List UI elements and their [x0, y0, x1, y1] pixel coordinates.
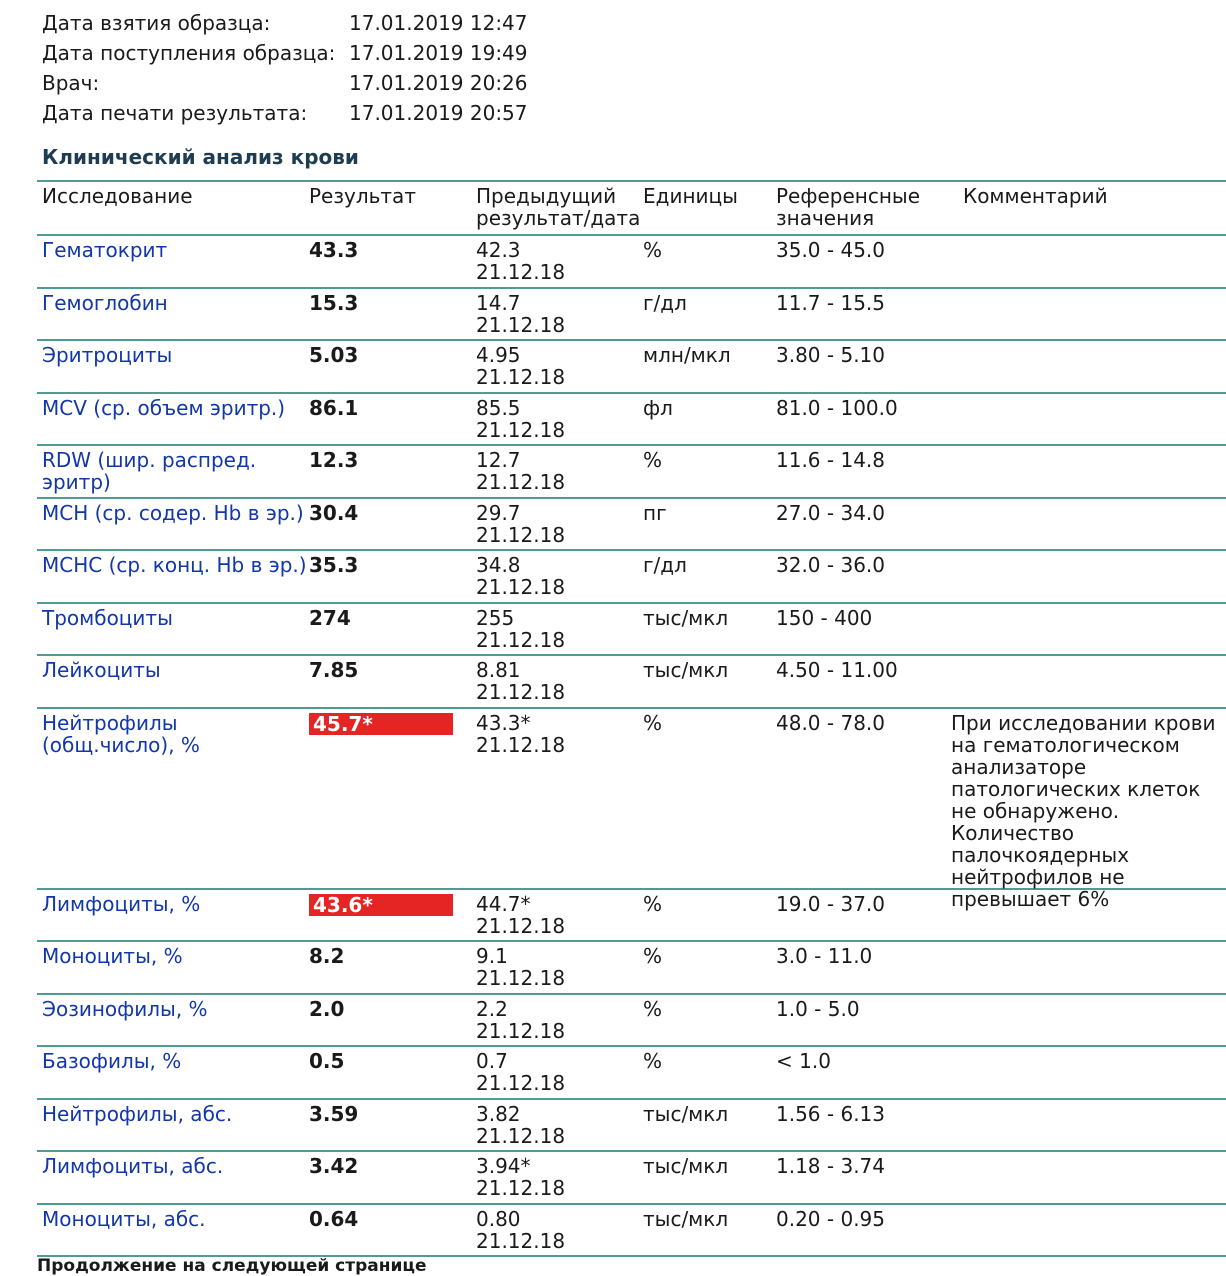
reference-range: 11.7 - 15.5 — [776, 290, 885, 315]
previous-date: 21.12.18 — [476, 680, 566, 704]
reference-range: 4.50 - 11.00 — [776, 658, 898, 682]
result-value: 274 — [309, 605, 351, 630]
previous-value: 3.94* — [476, 1154, 531, 1178]
reference-range: 1.56 - 6.13 — [776, 1101, 885, 1126]
previous-result — [476, 344, 565, 388]
previous-result — [476, 1155, 565, 1199]
previous-value: 14.7 — [476, 290, 521, 315]
previous-date: 21.12.18 — [476, 627, 566, 652]
test-name: Гемоглобин — [42, 290, 168, 315]
previous-result — [476, 554, 565, 598]
test-name: Нейтрофилы, абс. — [42, 1101, 233, 1126]
test-name: MCV (ср. объем эритр.) — [42, 395, 286, 420]
previous-date: 21.12.18 — [476, 470, 566, 494]
flagged-result: 43.6* — [309, 894, 453, 916]
meta-label: Дата взятия образца: — [42, 11, 271, 35]
units: тыс/мкл — [643, 605, 729, 630]
previous-value: 12.7 — [476, 448, 521, 472]
meta-value: 17.01.2019 20:57 — [349, 101, 528, 125]
units: г/дл — [643, 553, 687, 577]
reference-range: 0.20 - 0.95 — [776, 1206, 885, 1231]
result-value: 0.64 — [309, 1206, 359, 1231]
units: % — [643, 1049, 663, 1073]
test-name: Моноциты, % — [42, 944, 183, 968]
previous-date: 21.12.18 — [476, 966, 566, 990]
previous-value: 8.81 — [476, 658, 521, 682]
table-row — [37, 236, 1226, 289]
previous-value: 29.7 — [476, 500, 521, 525]
meta-label: Врач: — [42, 71, 100, 95]
table-row — [37, 1100, 1226, 1153]
meta-value: 17.01.2019 12:47 — [349, 11, 528, 35]
units: млн/мкл — [643, 343, 731, 367]
test-name: Тромбоциты — [42, 605, 173, 630]
header-test: Исследование — [42, 184, 193, 208]
previous-date: 21.12.18 — [476, 1123, 566, 1148]
test-name: MCH (ср. содер. Hb в эр.) — [42, 500, 304, 525]
previous-value: 42.3 — [476, 238, 521, 262]
table-row — [37, 341, 1226, 394]
units: тыс/мкл — [643, 658, 729, 682]
section-title: Клинический анализ крови — [42, 145, 359, 169]
previous-result — [476, 998, 565, 1042]
units: % — [643, 891, 663, 916]
reference-range: 32.0 - 36.0 — [776, 553, 885, 577]
previous-result — [476, 1208, 565, 1252]
previous-result — [476, 449, 565, 493]
units: % — [643, 944, 663, 968]
previous-date: 21.12.18 — [476, 522, 566, 547]
previous-date: 21.12.18 — [476, 365, 566, 389]
test-name: Лимфоциты, % — [42, 891, 201, 916]
previous-date: 21.12.18 — [476, 1018, 566, 1043]
sample-info — [42, 8, 528, 128]
result-value: 7.85 — [309, 658, 359, 682]
table-row — [37, 942, 1226, 995]
result-value: 43.3 — [309, 238, 359, 262]
units: тыс/мкл — [643, 1154, 729, 1178]
table-body — [37, 236, 1226, 1257]
units: тыс/мкл — [643, 1101, 729, 1126]
table-row — [37, 446, 1226, 499]
meta-value: 17.01.2019 20:26 — [349, 71, 528, 95]
reference-range: 3.0 - 11.0 — [776, 944, 873, 968]
reference-range: < 1.0 — [776, 1049, 831, 1073]
previous-value: 4.95 — [476, 343, 521, 367]
test-name: MCHC (ср. конц. Hb в эр.) — [42, 553, 307, 577]
reference-range: 1.18 - 3.74 — [776, 1154, 885, 1178]
reference-range: 1.0 - 5.0 — [776, 996, 860, 1021]
units: % — [643, 238, 663, 262]
header-previous-line-1: Предыдущий — [476, 184, 617, 208]
test-name: Нейтрофилы (общ.число), % — [42, 710, 200, 757]
result-value: 3.59 — [309, 1101, 359, 1126]
previous-result — [476, 1103, 565, 1147]
test-name: Эозинофилы, % — [42, 996, 208, 1021]
previous-value: 9.1 — [476, 944, 508, 968]
previous-value: 43.3* — [476, 710, 531, 735]
units: тыс/мкл — [643, 1206, 729, 1231]
header-units: Единицы — [643, 184, 738, 208]
previous-result — [476, 659, 565, 703]
header-comment: Комментарий — [963, 184, 1108, 208]
table-row — [37, 551, 1226, 604]
header-reference — [776, 185, 920, 229]
continuation-note: Продолжение на следующей странице — [37, 1256, 427, 1276]
previous-value: 2.2 — [476, 996, 508, 1021]
previous-result — [476, 607, 565, 651]
result-value: 12.3 — [309, 448, 359, 472]
previous-result — [476, 292, 565, 336]
reference-range: 81.0 - 100.0 — [776, 395, 898, 420]
header-result: Результат — [309, 184, 416, 208]
table-row — [37, 1047, 1226, 1100]
reference-range: 150 - 400 — [776, 605, 873, 630]
previous-result — [476, 502, 565, 546]
meta-label: Дата поступления образца: — [42, 41, 336, 65]
table-row — [37, 995, 1226, 1048]
reference-range: 48.0 - 78.0 — [776, 710, 885, 735]
reference-range: 19.0 - 37.0 — [776, 891, 885, 916]
previous-result — [476, 893, 565, 937]
previous-date: 21.12.18 — [476, 312, 566, 337]
test-name: Базофилы, % — [42, 1049, 182, 1073]
reference-range: 11.6 - 14.8 — [776, 448, 885, 472]
previous-value: 0.80 — [476, 1206, 521, 1231]
result-value: 8.2 — [309, 944, 345, 968]
previous-date: 21.12.18 — [476, 1176, 566, 1200]
result-value: 15.3 — [309, 290, 359, 315]
header-reference-line-1: Референсные — [776, 184, 921, 208]
table-row — [37, 890, 1226, 943]
previous-date: 21.12.18 — [476, 1071, 566, 1095]
units: % — [643, 710, 663, 735]
test-name: Моноциты, абс. — [42, 1206, 206, 1231]
units: % — [643, 996, 663, 1021]
result-value: 2.0 — [309, 996, 345, 1021]
test-name: Гематокрит — [42, 238, 168, 262]
units: г/дл — [643, 290, 687, 315]
previous-result — [476, 1050, 565, 1094]
meta-value: 17.01.2019 19:49 — [349, 41, 528, 65]
result-value: 3.42 — [309, 1154, 359, 1178]
units: фл — [643, 395, 673, 420]
previous-value: 34.8 — [476, 553, 521, 577]
meta-row — [42, 98, 528, 128]
table-row — [37, 1205, 1226, 1258]
meta-row — [42, 68, 528, 98]
reference-range: 3.80 - 5.10 — [776, 343, 885, 367]
test-name: Лейкоциты — [42, 658, 161, 682]
previous-value: 255 — [476, 605, 515, 630]
previous-result — [476, 397, 565, 441]
flagged-result: 45.7* — [309, 713, 453, 735]
comment: При исследовании крови на гематологическом анализаторе патологических клеток не обнаружено. Количество палочкоядерных нейтрофилов не превышает 6% — [951, 710, 1216, 911]
meta-label: Дата печати результата: — [42, 101, 308, 125]
previous-result — [476, 239, 565, 283]
header-reference-line-2: значения — [776, 206, 875, 230]
test-name: Эритроциты — [42, 343, 173, 367]
result-value: 30.4 — [309, 500, 359, 525]
previous-date: 21.12.18 — [476, 1228, 566, 1253]
previous-result — [476, 712, 565, 756]
table-row — [37, 289, 1226, 342]
header-previous-line-2: результат/дата — [476, 206, 641, 230]
previous-date: 21.12.18 — [476, 575, 566, 599]
previous-value: 3.82 — [476, 1101, 521, 1126]
previous-result — [476, 945, 565, 989]
reference-range: 27.0 - 34.0 — [776, 500, 885, 525]
previous-value: 85.5 — [476, 395, 521, 420]
table-row — [37, 394, 1226, 447]
result-value: 35.3 — [309, 553, 359, 577]
previous-value: 0.7 — [476, 1049, 508, 1073]
units: пг — [643, 500, 667, 525]
header-previous — [476, 185, 640, 229]
table-row — [37, 604, 1226, 657]
units: % — [643, 448, 663, 472]
table-header-row — [37, 182, 1226, 236]
previous-value: 44.7* — [476, 891, 531, 916]
meta-row — [42, 38, 528, 68]
meta-row — [42, 8, 528, 38]
previous-date: 21.12.18 — [476, 732, 566, 757]
table-row — [37, 656, 1226, 709]
test-name: RDW (шир. распред. эритр) — [42, 448, 257, 494]
table-row — [37, 499, 1226, 552]
table-row — [37, 1152, 1226, 1205]
result-value: 0.5 — [309, 1049, 345, 1073]
result-value: 5.03 — [309, 343, 359, 367]
reference-range: 35.0 - 45.0 — [776, 238, 885, 262]
previous-date: 21.12.18 — [476, 913, 566, 938]
results-table — [37, 180, 1226, 1257]
previous-date: 21.12.18 — [476, 417, 566, 442]
result-value: 86.1 — [309, 395, 359, 420]
previous-date: 21.12.18 — [476, 260, 566, 284]
test-name: Лимфоциты, абс. — [42, 1154, 224, 1178]
